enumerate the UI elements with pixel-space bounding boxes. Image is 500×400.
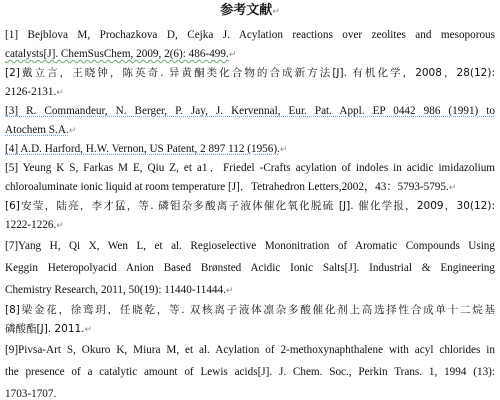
paragraph-mark-icon: ↵: [56, 221, 64, 231]
reference-item-5: [5, 159, 495, 197]
reference-item-9: [5, 339, 495, 400]
reference-line: [7]Yang H, Qi X, Wen L, et al. Regioselective Mononitration of Aromatic Compounds Using: [5, 240, 495, 252]
paragraph-mark-icon: ↵: [56, 88, 64, 98]
reference-item-7: [5, 235, 495, 301]
reference-line: [4] A.D. Harford, H.W. Vernon, US Patent, 2 897 112 (1956).↵: [5, 143, 288, 155]
document-title-row: [0, 3, 500, 20]
reference-line: chloroaluminate ionic liquid at room temperature [J]．Tetrahedron Letters,2002，43：5793-5795.↵: [5, 181, 457, 193]
reference-item-6: [5, 197, 495, 235]
reference-item-1: [5, 26, 495, 64]
reference-line: Keggin Heteropolyacid Anion Based Brønsted Acidic Ionic Salts[J]. Industrial & Engineering: [5, 262, 495, 274]
paragraph-mark-icon: ↵: [228, 50, 237, 60]
reference-line: 磷酸酯[J]. 2011.↵: [5, 323, 93, 335]
reference-list: [5, 26, 495, 400]
reference-line: [5] Yeung K S, Farkas M E, Qiu Z, et a1．Friedel -Crafts acylation of indoles in acidic imidazolium: [5, 162, 495, 174]
paragraph-mark-icon: ↵: [272, 7, 280, 17]
reference-line: Chemistry Research, 2011, 50(19): 11440-11444.↵: [5, 284, 234, 296]
reference-line: [2]戴立言，王晓钟，陈英奇. 异黄酮类化合物的合成新方法[J]. 有机化学，2008，28(12):: [5, 67, 495, 79]
reference-line: [3] R. Commandeur, N. Berger, P. Jay, J. Kervennal, Eur. Pat. Appl. EP 0442 986 (1991) to: [5, 105, 495, 117]
paragraph-mark-icon: ↵: [448, 183, 457, 193]
paragraph-mark-icon: ↵: [84, 325, 93, 335]
reference-line: [9]Pivsa-Art S, Okuro K, Miura M, et al. Acylation of 2-methoxynaphthalene with acyl chlorides in: [5, 344, 495, 356]
reference-item-2: [5, 64, 495, 102]
reference-item-3: [5, 102, 495, 140]
reference-line: the presence of a catalytic amount of Lewis acids[J]. J. Chem. Soc., Perkin Trans. 1, 1994 (13):: [5, 366, 495, 378]
reference-line: catalysts[J]. ChemSusChem, 2009, 2(6): 486-499.↵: [5, 48, 237, 60]
reference-line: [6]安莹，陆亮，李才猛，等. 磷钼杂多酸离子液体催化氧化脱硫 [J]. 催化学报，2009，30(12):: [5, 200, 495, 212]
reference-line: [1] Bejblova M, Prochazkova D, Cejka J. Acylation reactions over zeolites and mesoporous: [5, 29, 495, 41]
reference-item-8: [5, 301, 495, 339]
reference-line: 2126-2131.↵: [5, 86, 64, 98]
reference-line: Atochem S.A.↵: [5, 124, 77, 136]
paragraph-mark-icon: ↵: [225, 286, 234, 296]
reference-line: 1703-1707.: [5, 388, 57, 400]
reference-line: [8]梁金花，徐鸾玥，任晓乾，等. 双核离子液体凛杂多酸催化剂上高选择性合成单十二烷基: [5, 304, 495, 316]
paragraph-mark-icon: ↵: [68, 126, 77, 136]
reference-line: 1222-1226.↵: [5, 219, 64, 231]
paragraph-mark-icon: ↵: [279, 145, 288, 155]
document-title: 参考文献: [220, 3, 273, 18]
reference-item-4: [5, 140, 495, 159]
